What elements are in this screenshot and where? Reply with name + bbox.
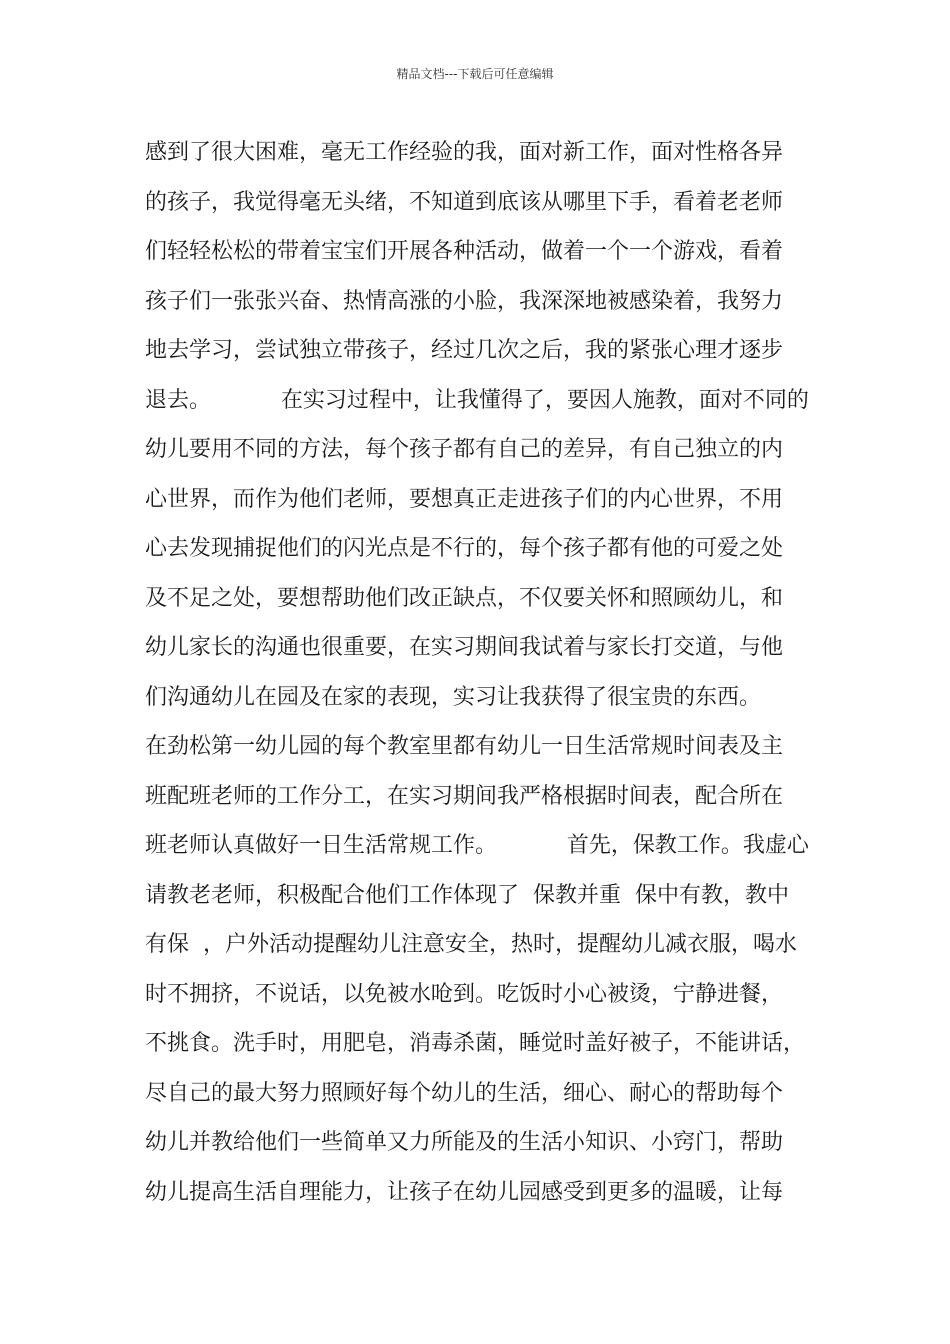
text-line: 时不拥挤，不说话，以免被水呛到。吃饭时小心被烫，宁静进餐， [145, 981, 784, 1007]
text-line: 孩子们一张张兴奋、热情高涨的小脸，我深深地被感染着，我努力 [145, 288, 784, 314]
text-line: 不挑食。洗手时，用肥皂，消毒杀菌，睡觉时盖好被子，不能讲话， [145, 1031, 806, 1056]
text-line: 们轻轻松松的带着宝宝们开展各种活动，做着一个一个游戏，看着 [145, 239, 784, 264]
text-line: 及不足之处，要想帮助他们改正缺点，不仅要关怀和照顾幼儿，和 [145, 585, 784, 611]
text-line: 幼儿要用不同的方法，每个孩子都有自己的差异，有自己独立的内 [145, 437, 784, 462]
document-body [145, 128, 825, 1217]
text-line: 幼儿提高生活自理能力，让孩子在幼儿园感受到更多的温暖，让每 [145, 1179, 784, 1205]
text-line: 班配班老师的工作分工，在实习期间我严格根据时间表，配合所在 [145, 783, 784, 809]
page-header: 精品文档---下载后可任意编辑 [396, 67, 554, 81]
text-line: 尽自己的最大努力照顾好每个幼儿的生活，细心、耐心的帮助每个 [145, 1080, 784, 1106]
text-line: 班老师认真做好一日生活常规工作。 首先，保教工作。我虚心 [145, 833, 809, 858]
text-line: 感到了很大困难，毫无工作经验的我，面对新工作，面对性格各异 [145, 140, 784, 165]
text-line: 请教老老师，积极配合他们工作体现了 保教并重 保中有教，教中 [145, 882, 789, 908]
text-line: 退去。 在实习过程中，让我懂得了，要因人施教，面对不同的 [145, 387, 809, 413]
text-line: 在劲松第一幼儿园的每个教室里都有幼儿一日生活常规时间表及主 [145, 734, 784, 759]
text-line: 幼儿家长的沟通也很重要，在实习期间我试着与家长打交道，与他 [145, 635, 784, 660]
text-line: 地去学习，尝试独立带孩子，经过几次之后，我的紧张心理才逐步 [145, 338, 784, 363]
text-line: 的孩子，我觉得毫无头绪，不知道到底该从哪里下手，看着老老师 [145, 189, 784, 215]
text-line: 幼儿并教给他们一些简单又力所能及的生活小知识、小窍门，帮助 [145, 1130, 784, 1155]
text-line: 心去发现捕捉他们的闪光点是不行的，每个孩子都有他的可爱之处 [145, 536, 784, 561]
text-line: 心世界，而作为他们老师，要想真正走进孩子们的内心世界，不用 [145, 486, 784, 512]
text-line: 有保 ，户外活动提醒幼儿注意安全，热时，提醒幼儿减衣服，喝水 [145, 932, 797, 957]
text-line: 们沟通幼儿在园及在家的表现，实习让我获得了很宝贵的东西。 [145, 684, 762, 710]
